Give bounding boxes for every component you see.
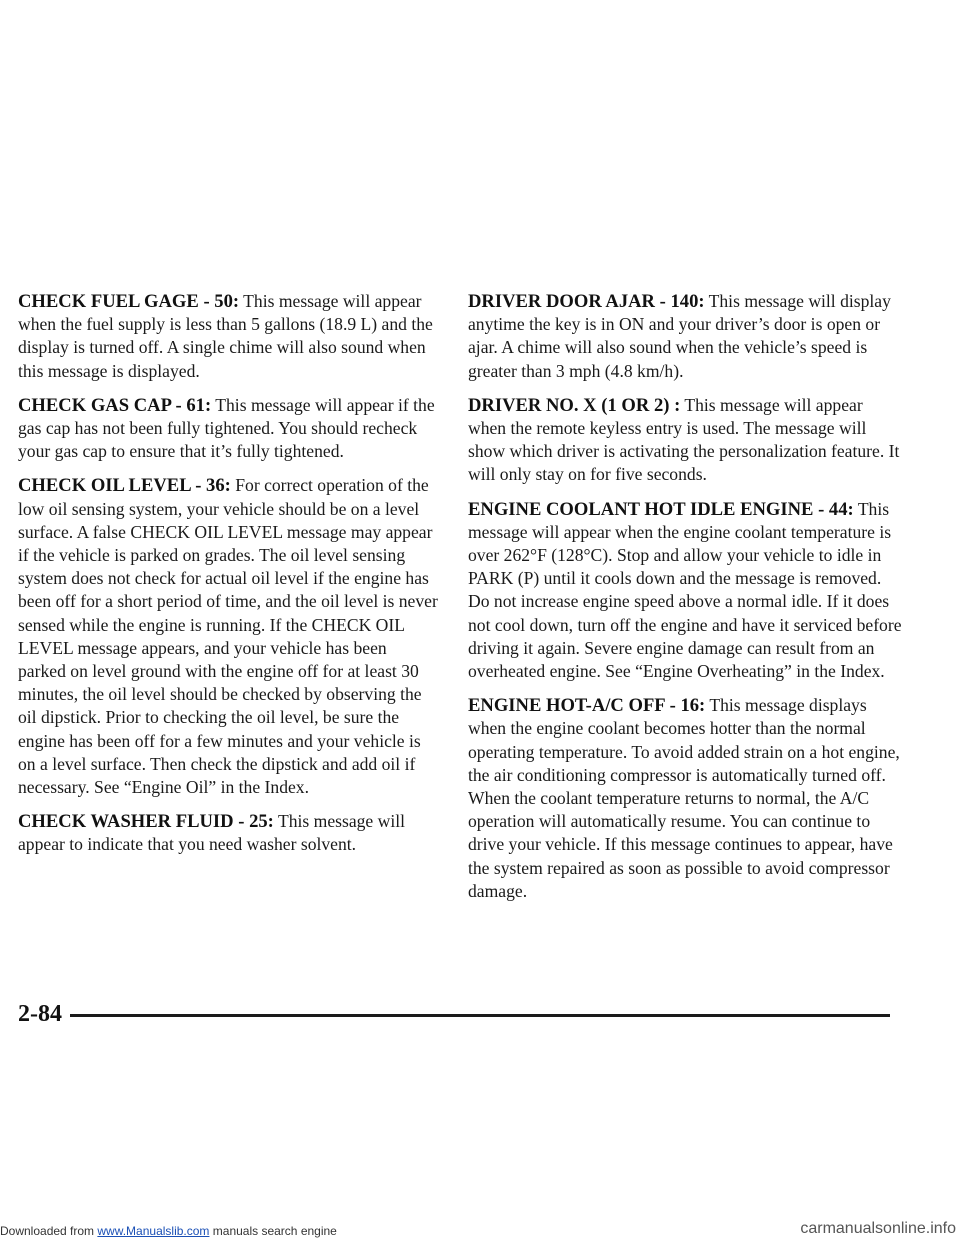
entry-heading: CHECK OIL LEVEL - 36:: [18, 475, 231, 497]
entry-engine-hot-ac-off: [468, 694, 904, 903]
entry-text: This message will appear to indicate that you need washer solvent.: [18, 811, 406, 855]
entry-check-gas-cap: [18, 394, 438, 464]
watermark: carmanualsonline.info: [800, 1220, 956, 1237]
entry-text: This message displays when the engine coolant becomes hotter than the normal operating temperature. To avoid added strain on a hot engine, the air conditioning compressor is automatically turned off. When the coolant temperature returns to normal, the A/C operation will automatically resume. You can continue to drive your vehicle. If this message continues to appear, have the system repaired as soon as possible to avoid compressor damage.: [468, 695, 900, 901]
entry-heading: CHECK FUEL GAGE - 50:: [18, 291, 240, 312]
entry-text: This message will appear when the fuel supply is less than 5 gallons (18.9 L) and the display is turned off. A single chime will also sound when this message is displayed.: [18, 291, 433, 381]
entry-check-fuel-gage: [18, 290, 438, 383]
manualslib-link[interactable]: www.Manualslib.com: [97, 1224, 210, 1238]
entry-check-washer-fluid: [18, 810, 438, 856]
entry-heading: DRIVER NO. X (1 OR 2) :: [468, 394, 681, 416]
page-number: 2-84: [18, 1001, 62, 1027]
entry-heading: DRIVER DOOR AJAR - 140:: [468, 291, 705, 312]
entry-heading: ENGINE HOT-A/C OFF - 16:: [468, 695, 706, 717]
footer-divider: [70, 1014, 890, 1017]
entry-heading: CHECK GAS CAP - 61:: [18, 394, 212, 416]
footer-prefix: Downloaded from: [0, 1224, 98, 1238]
entry-text: This message will appear when the engine coolant temperature is over 262°F (128°C). Stop and allow your vehicle to idle in PARK (P) until it cools down and the message is removed. Do not increase engine speed above a normal idle. If it does not cool down, turn off the engine and have it serviced before driving it again. Severe engine damage can result from an overheated engine. See “Engine Overheating” in the Index.: [468, 498, 902, 682]
entry-check-oil-level: [18, 474, 438, 799]
footer-suffix: manuals search engine: [209, 1224, 337, 1238]
entry-heading: ENGINE COOLANT HOT IDLE ENGINE - 44:: [468, 498, 854, 520]
entry-text: This message will display anytime the key is in ON and your driver’s door is open or ajar. A chime will also sound when the vehicle’s speed is greater than 3 mph (4.8 km/h).: [468, 291, 891, 381]
entry-driver-door-ajar: [468, 290, 904, 383]
entry-text: This message will appear when the remote keyless entry is used. The message will show which driver is activating the personalization feature. It will only stay on for five seconds.: [468, 394, 900, 485]
entry-text: This message will appear if the gas cap has not been fully tightened. You should recheck your gas cap to ensure that it’s fully tightened.: [18, 394, 435, 462]
entry-driver-no: [468, 394, 904, 487]
left-column: [18, 290, 438, 868]
right-column: [468, 290, 904, 914]
entry-engine-coolant-hot: [468, 498, 904, 684]
entry-text: For correct operation of the low oil sensing system, your vehicle should be on a level surface. A false CHECK OIL LEVEL message may appear if the vehicle is parked on grades. The oil level sensing system does not check for actual oil level if the engine has been off for a short period of time, and the oil level is never sensed while the engine is running. If the CHECK OIL LEVEL message appears, and your vehicle has been parked on level ground with the engine off for at least 30 minutes, the oil level should be checked by observing the oil dipstick. Prior to checking the oil level, be sure the engine has been off for a few minutes and your vehicle is on a level surface. Then check the dipstick and add oil if necessary. See “Engine Oil” in the Index.: [18, 475, 438, 798]
entry-heading: CHECK WASHER FLUID - 25:: [18, 811, 274, 833]
